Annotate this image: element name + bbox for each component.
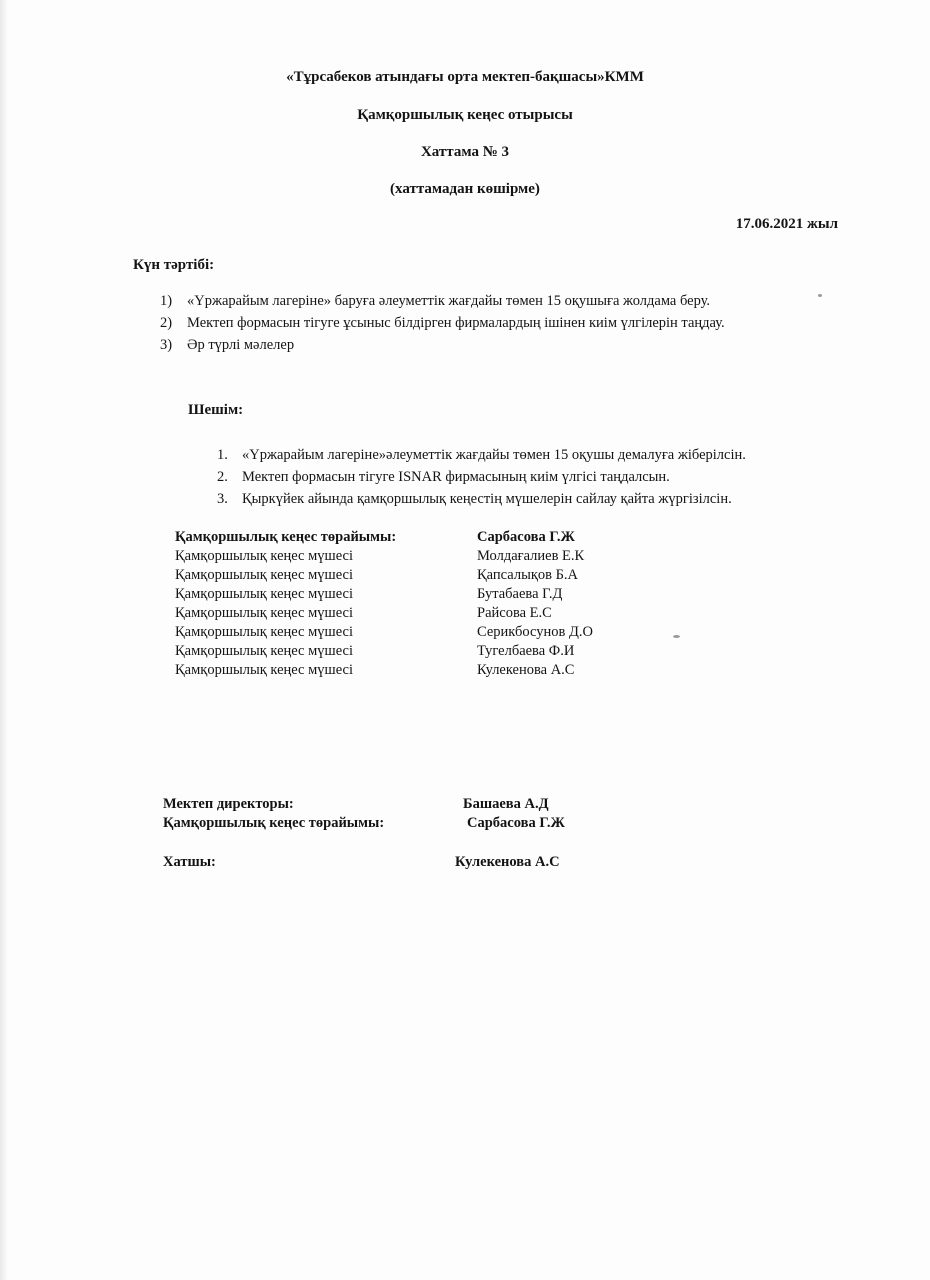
- signature-row-chair: [163, 814, 565, 833]
- signature-row-director: [163, 795, 565, 814]
- board-chair-row: [175, 528, 593, 547]
- signature-name: Сарбасова Г.Ж: [467, 815, 565, 831]
- board-name: Бутабаева Г.Д: [477, 586, 563, 602]
- board-name: Қапсалықов Б.А: [477, 567, 579, 583]
- signature-row-secretary: [163, 853, 565, 872]
- board-member-row: [175, 623, 593, 642]
- institution-name: «Тұрсабеков атындағы орта мектеп-бақшасы»КММ: [286, 69, 644, 85]
- board-role: Қамқоршылық кеңес мүшесі: [175, 567, 353, 583]
- board-role: Қамқоршылық кеңес мүшесі: [175, 548, 353, 564]
- board-member-row: [175, 585, 593, 604]
- agenda-list: [160, 290, 725, 356]
- board-role: Қамқоршылық кеңес мүшесі: [175, 662, 353, 678]
- decision-item-number: 1.: [217, 447, 228, 463]
- board-name: Райсова Е.С: [477, 605, 552, 621]
- decision-item-number: 3.: [217, 491, 228, 507]
- agenda-item-number: 1): [160, 293, 173, 309]
- extract-note: (хаттамадан көшірме): [390, 181, 540, 197]
- decision-item: [217, 466, 746, 488]
- board-name: Молдағалиев Е.К: [477, 548, 585, 564]
- decision-list: [217, 444, 746, 510]
- protocol-number: Хаттама № 3: [420, 144, 510, 160]
- agenda-item: [160, 334, 725, 356]
- board-member-row: [175, 547, 593, 566]
- agenda-item-text: Мектеп формасын тігуге ұсыныс білдірген фирмалардың ішінен киім үлгілерін таңдау.: [187, 315, 725, 331]
- decision-item: [217, 488, 746, 510]
- board-role: Қамқоршылық кеңес мүшесі: [175, 605, 353, 621]
- board-name: Серикбосунов Д.О: [477, 624, 593, 640]
- board-name: Тугелбаева Ф.И: [477, 643, 575, 659]
- agenda-title: Күн тәртібі:: [133, 257, 215, 273]
- agenda-item-text: Әр түрлі мәлелер: [187, 337, 295, 353]
- agenda-item-number: 2): [160, 315, 173, 331]
- board-role: Қамқоршылық кеңес мүшесі: [175, 586, 353, 602]
- signature-name: Башаева А.Д: [463, 796, 549, 812]
- signature-block: [163, 795, 565, 872]
- board-member-row: [175, 642, 593, 661]
- board-role: Қамқоршылық кеңес мүшесі: [175, 624, 353, 640]
- decision-item-text: Қыркүйек айында қамқоршылық кеңестің мүшелерін сайлау қайта жүргізілсін.: [242, 491, 732, 507]
- board-members-list: [175, 528, 593, 680]
- board-role: Қамқоршылық кеңес төрайымы:: [175, 529, 397, 545]
- agenda-item: [160, 312, 725, 334]
- decision-item-text: Мектеп формасын тігуге ISNAR фирмасының киім үлгісі таңдалсын.: [242, 469, 670, 485]
- board-member-row: [175, 604, 593, 623]
- signature-role: Хатшы:: [163, 854, 216, 870]
- scan-speck: [673, 635, 680, 638]
- board-role: Қамқоршылық кеңес мүшесі: [175, 643, 353, 659]
- agenda-item-text: «Үржарайым лагеріне» баруға әлеуметтік жағдайы төмен 15 оқушыға жолдама беру.: [187, 293, 711, 309]
- document-date: 17.06.2021 жыл: [735, 216, 838, 232]
- board-name: Кулекенова А.С: [477, 662, 575, 678]
- agenda-item: [160, 290, 725, 312]
- signature-role: Қамқоршылық кеңес төрайымы:: [163, 815, 385, 831]
- signature-role: Мектеп директоры:: [163, 796, 294, 812]
- agenda-item-number: 3): [160, 337, 173, 353]
- decision-title: Шешім:: [188, 402, 244, 418]
- scan-speck: [818, 294, 822, 297]
- meeting-title: Қамқоршылық кеңес отырысы: [357, 107, 573, 123]
- board-member-row: [175, 566, 593, 585]
- signature-name: Кулекенова А.С: [455, 854, 560, 870]
- board-member-row: [175, 661, 593, 680]
- decision-item-number: 2.: [217, 469, 228, 485]
- decision-item-text: «Үржарайым лагеріне»әлеуметтік жағдайы төмен 15 оқушы демалуға жіберілсін.: [242, 447, 746, 463]
- decision-item: [217, 444, 746, 466]
- board-name: Сарбасова Г.Ж: [477, 529, 575, 545]
